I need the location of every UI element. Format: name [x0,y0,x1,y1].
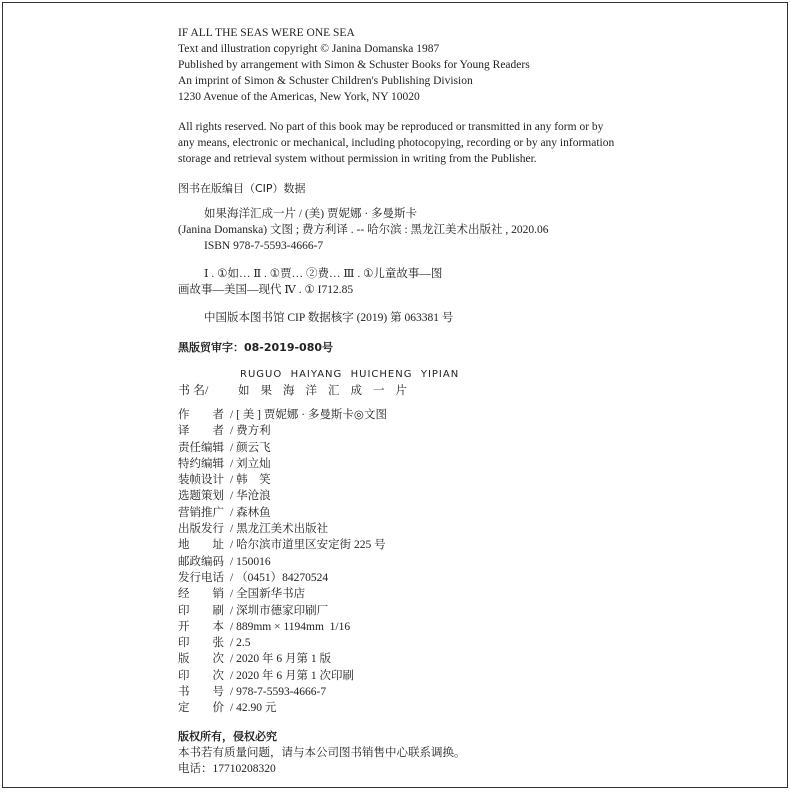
info-row [178,603,648,619]
info-value: / [ 美 ] 贾妮娜 · 多曼斯卡◎文图 [230,409,387,421]
info-key: 书 号 [178,686,224,699]
info-key: 开 本 [178,620,224,633]
rights-line: any means, electronic or mechanical, including photocopying, recording or by any information [178,137,615,149]
contract-number: 黑版贸审字：08-2019-080号 [178,341,334,354]
info-key: 责任编辑 [178,441,224,454]
english-block [178,25,648,105]
info-key: 装帧设计 [178,474,224,487]
info-value: / 哈尔滨市道里区安定街 225 号 [230,539,386,552]
footer-line: 本书若有质量问题，请与本公司图书销售中心联系调换。 [178,746,466,759]
info-value: / 深圳市德家印刷厂 [230,604,329,617]
info-key: 作 者 [178,409,224,421]
info-value: / （0451）84270524 [230,571,329,584]
info-value: / 华沧浪 [230,490,271,503]
info-row [178,554,648,570]
cip-line: (Janina Domanska) 文图 ; 费方利译 . -- 哈尔滨 : 黑龙江美术出版社 , 2020.06 [178,224,549,236]
cip-class-block [178,266,648,298]
title-pinyin: RUGUO HAIYANG HUICHENG YIPIAN [240,369,460,380]
info-key: 营销推广 [178,506,224,519]
info-row [178,407,648,423]
info-row [178,440,648,456]
info-key: 特约编辑 [178,457,224,470]
info-row [178,505,648,521]
info-key: 定 价 [178,702,224,715]
cip-record: 中国版本图书馆 CIP 数据核字 (2019) 第 063381 号 [204,312,454,324]
info-value: / 黑龙江美术出版社 [230,523,329,536]
info-value: / 2.5 [230,637,251,650]
imprint-line: An imprint of Simon & Schuster Children's Publishing Division [178,75,473,87]
info-value: / 全国新华书店 [230,588,306,601]
info-row [178,619,648,635]
info-value: / 刘立灿 [230,457,271,470]
info-key: 选题策划 [178,490,224,503]
publication-info-list [178,407,648,717]
cip-class-line: 画故事—美国—现代 Ⅳ . ① I712.85 [178,284,354,296]
info-row [178,635,648,651]
info-value: / 2020 年 6 月第 1 次印刷 [230,669,354,682]
info-key: 译 者 [178,425,224,438]
info-key: 版 次 [178,653,224,666]
info-row [178,456,648,472]
info-row [178,537,648,553]
info-row [178,586,648,602]
cip-block [178,206,648,254]
info-key: 印 刷 [178,604,224,617]
info-row [178,651,648,667]
info-key: 印 张 [178,637,224,650]
title-label: 书 名/ [178,383,209,397]
rights-line: All rights reserved. No part of this book may be reproduced or transmitted in any form or by [178,121,604,133]
footer-heading: 版权所有，侵权必究 [178,729,277,743]
cip-class-line: Ⅰ . ①如… Ⅱ . ①贾… ②费… Ⅲ . ①儿童故事—图 [204,268,443,280]
info-key: 发行电话 [178,571,224,584]
footer-phone: 电话：17710208320 [178,762,276,775]
info-key: 邮政编码 [178,555,224,568]
info-value: / 颜云飞 [230,441,271,454]
info-value: / 韩 笑 [230,474,271,487]
info-value: / 2020 年 6 月第 1 版 [230,653,331,666]
info-value: / 150016 [230,555,271,568]
arrangement-line: Published by arrangement with Simon & Schuster Books for Young Readers [178,59,530,71]
info-row [178,521,648,537]
info-value: / 森林鱼 [230,506,271,519]
info-value: / 费方利 [230,425,271,438]
cip-isbn: ISBN 978-7-5593-4666-7 [204,240,324,252]
copyright-content [178,25,648,777]
info-key: 地 址 [178,539,224,552]
rights-line: storage and retrieval system without permission in writing from the Publisher. [178,153,537,165]
info-value: / 42.90 元 [230,702,277,715]
rights-block [178,119,648,167]
info-row [178,684,648,700]
copyright-page [2,2,788,788]
footer-block [178,729,648,777]
title-row [178,382,648,398]
info-value: / 978-7-5593-4666-7 [230,686,327,699]
info-key: 经 销 [178,588,224,601]
cip-line: 如果海洋汇成一片 / (美) 贾妮娜 · 多曼斯卡 [204,208,418,220]
title-value: 如果海洋汇成一片 [238,383,418,397]
info-row [178,700,648,716]
info-row [178,472,648,488]
info-key: 出版发行 [178,523,224,536]
info-row [178,488,648,504]
info-row [178,570,648,586]
cip-heading: 图书在版编目（CIP）数据 [178,182,306,195]
info-key: 印 次 [178,669,224,682]
info-value: / 889mm × 1194mm 1/16 [230,620,351,633]
address-line: 1230 Avenue of the Americas, New York, NY 10020 [178,91,420,103]
info-row [178,423,648,439]
info-row [178,668,648,684]
book-title-en: IF ALL THE SEAS WERE ONE SEA [178,27,355,39]
copyright-line: Text and illustration copyright © Janina Domanska 1987 [178,43,440,55]
